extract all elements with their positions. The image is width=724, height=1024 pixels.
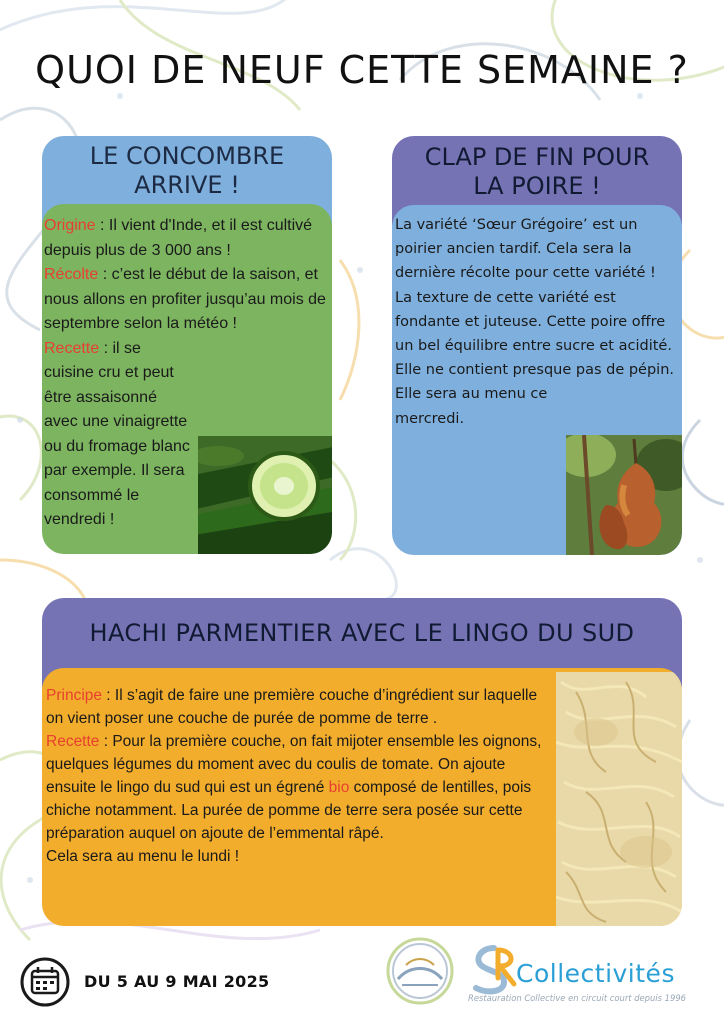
brand-logo: [464, 940, 714, 1010]
cucumber-harvest: [44, 263, 332, 337]
brand-name: Collectivités: [516, 959, 675, 988]
recipe-text: : il se cuisine cru et peut être assaisonné avec une vinaigrette ou du fromage blanc par exemple. Il sera consommé le vendredi !: [44, 339, 190, 528]
dish-principle: [46, 684, 556, 730]
principle-label: Principe: [46, 687, 102, 704]
page-title: QUOI DE NEUF CETTE SEMAINE ?: [35, 48, 689, 92]
dish-recipe: [46, 730, 556, 845]
dish-heading: HACHI PARMENTIER AVEC LE LINGO DU SUD: [89, 619, 635, 647]
cucumber-card-body: [42, 204, 332, 554]
pear-heading-line2: LA POIRE !: [473, 172, 601, 200]
cucumber-recipe: [44, 337, 194, 533]
pear-paragraph-2: La texture de cette variété est fondante et juteuse. Cette poire offre un bel équilibre entre sucre et acidité. Elle ne contient presque pas de pépin.: [395, 289, 675, 379]
dish-photo: [556, 672, 682, 926]
dish-card-body: [42, 668, 682, 926]
sr-monogram-icon: [464, 940, 524, 1000]
dish-recipe-closing: Cela sera au menu le lundi !: [46, 848, 240, 865]
harvest-label: Récolte: [44, 266, 99, 283]
cucumber-origin: [44, 214, 332, 263]
origin-text: : Il vient d'Inde, et il est cultivé depuis plus de 3 000 ans !: [44, 217, 313, 259]
brand-tagline: Restauration Collective en circuit court depuis 1996: [468, 993, 686, 1003]
pear-paragraph-3: Elle sera au menu ce mercredi.: [395, 386, 548, 427]
pear-paragraph-1: La variété ‘Sœur Grégoire’ est un poirier ancien tardif. Cela sera la dernière récolte pour cette variété !: [395, 217, 656, 282]
dish-recipe-text-a: : Pour la première couche, on fait mijoter ensemble les oignons, quelques légumes du moment avec du coulis de tomate. On ajoute ensuite le lingo du sud qui est un égrené: [46, 733, 542, 796]
calendar-icon: [20, 957, 70, 1007]
emblem-logo: [384, 935, 456, 1007]
dish-recipe-label: Recette: [46, 733, 100, 750]
recipe-label: Recette: [44, 339, 100, 357]
principle-text: : Il s’agit de faire une première couche d’ingrédient sur laquelle on vient poser une couche de purée de pomme de terre .: [46, 687, 538, 727]
harvest-text: : c’est le début de la saison, et nous allons en profiter jusqu’au mois de septembre selon la météo !: [44, 266, 326, 332]
week-dates: DU 5 AU 9 MAI 2025: [84, 972, 270, 991]
pear-card-body: [392, 205, 682, 555]
bio-label: bio: [328, 779, 350, 796]
cucumber-photo: [198, 436, 332, 554]
cucumber-heading-line1: LE CONCOMBRE: [89, 142, 285, 170]
origin-label: Origine: [44, 217, 96, 234]
pear-heading-line1: CLAP DE FIN POUR: [424, 143, 650, 171]
pear-photo: [566, 435, 682, 555]
cucumber-heading-line2: ARRIVE !: [134, 171, 240, 199]
dish-recipe-text-b: composé de lentilles, pois chiche notamment. La purée de pomme de terre sera posée sur cette préparation auquel on ajoute de l’emmental râpé.: [46, 779, 532, 842]
